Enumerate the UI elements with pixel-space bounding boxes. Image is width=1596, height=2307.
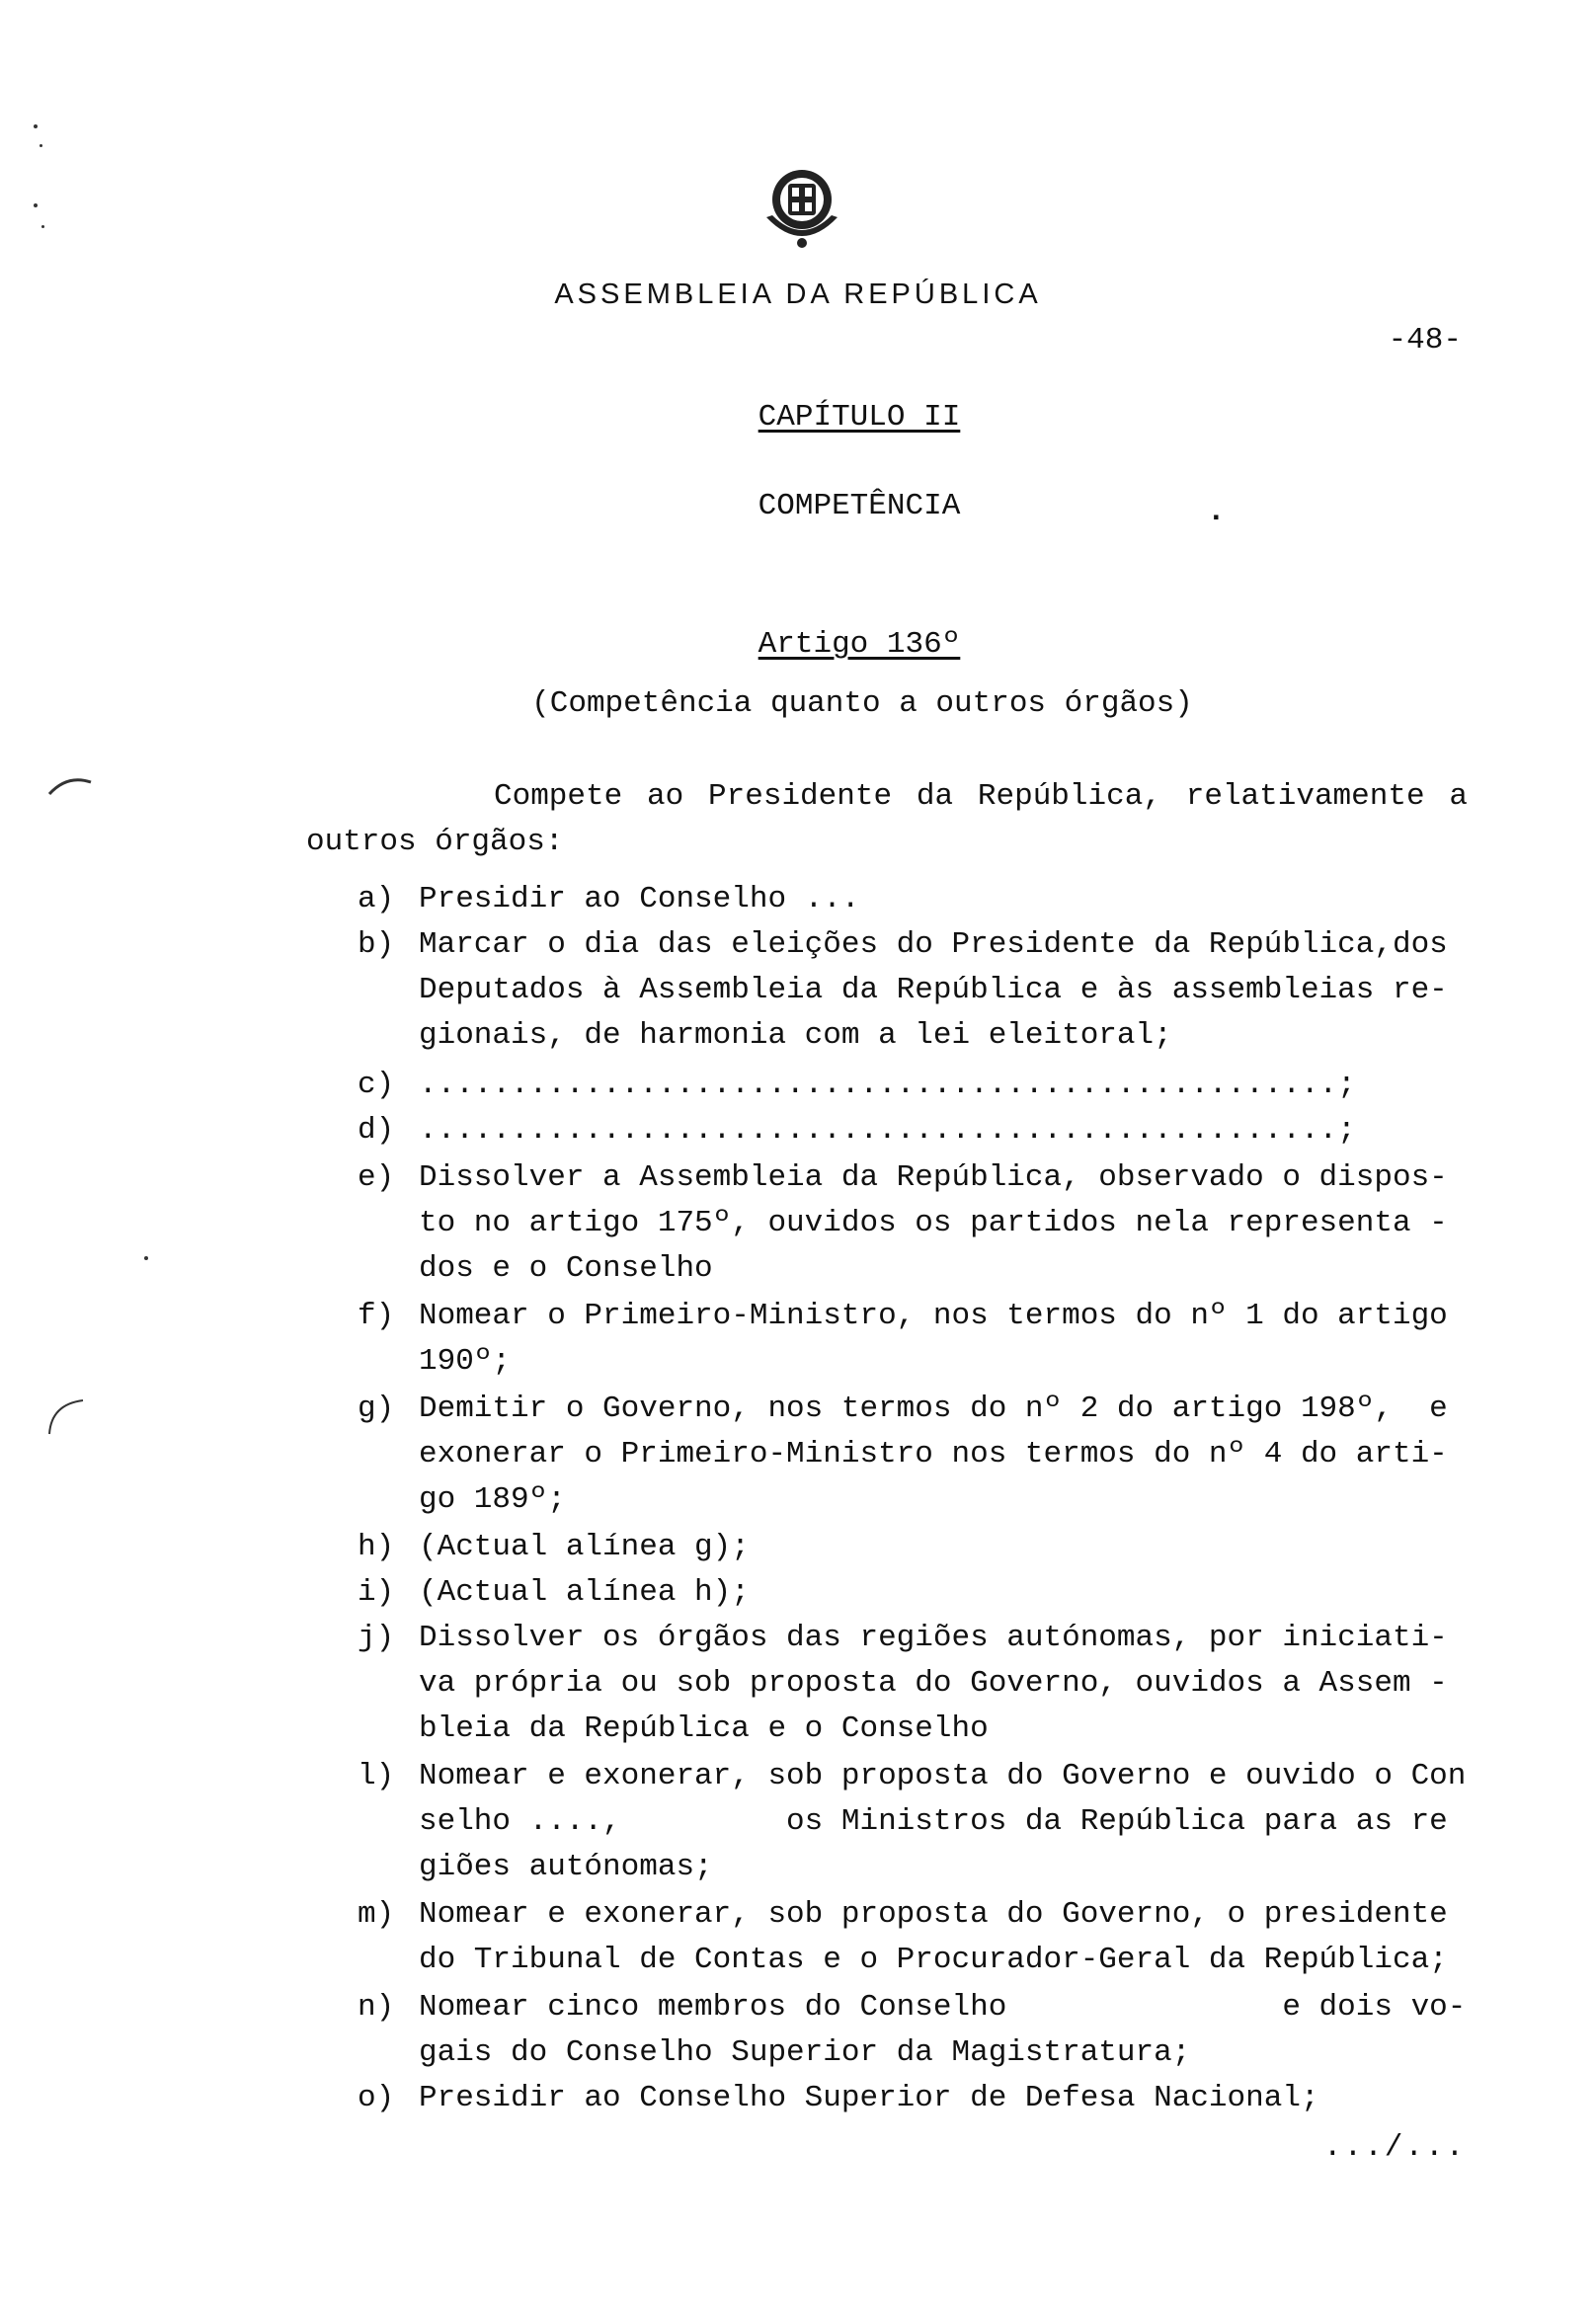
stray-mark: . <box>1207 495 1226 529</box>
item-line: Presidir ao Conselho Superior de Defesa Nacional; <box>419 2081 1319 2115</box>
item-letter: a) <box>358 882 395 916</box>
item-line: selho ...., os Ministros da República para as re <box>419 1804 1448 1839</box>
article-subtitle: (Competência quanto a outros órgãos) <box>531 686 1193 721</box>
item-line: Dissolver a Assembleia da República, observado o dispos- <box>419 1160 1448 1195</box>
item-line: bleia da República e o Conselho <box>419 1711 989 1746</box>
item-letter: i) <box>358 1575 395 1610</box>
coat-of-arms-icon <box>753 158 851 257</box>
margin-mark <box>43 1391 93 1440</box>
item-letter: e) <box>358 1160 395 1195</box>
item-letter: b) <box>358 927 395 962</box>
item-line: Nomear e exonerar, sob proposta do Governo, o presidente <box>419 1897 1448 1932</box>
item-letter: j) <box>358 1621 395 1655</box>
item-letter: m) <box>358 1897 395 1932</box>
item-line: go 189º; <box>419 1482 566 1517</box>
item-letter: n) <box>358 1990 395 2025</box>
item-line: gais do Conselho Superior da Magistratura; <box>419 2035 1191 2070</box>
item-line: ..................................................; <box>419 1113 1356 1148</box>
item-letter: l) <box>358 1759 395 1793</box>
intro-paragraph <box>306 774 1468 865</box>
item-line: Presidir ao Conselho ... <box>419 882 860 916</box>
item-line: giões autónomas; <box>419 1850 713 1884</box>
scan-speck <box>144 1256 148 1260</box>
scan-speck <box>34 203 38 207</box>
item-letter: o) <box>358 2081 395 2115</box>
item-line: Deputados à Assembleia da República e às assembleias re- <box>419 973 1448 1007</box>
continuation-mark: .../... <box>1323 2130 1467 2165</box>
scan-speck <box>41 225 44 228</box>
item-letter: d) <box>358 1113 395 1148</box>
article-title <box>0 622 1596 668</box>
item-line: ..................................................; <box>419 1068 1356 1102</box>
scan-speck <box>40 144 42 147</box>
item-letter: c) <box>358 1068 395 1102</box>
item-line: Nomear e exonerar, sob proposta do Governo e ouvido o Con <box>419 1759 1467 1793</box>
item-letter: f) <box>358 1299 395 1333</box>
item-line: va própria ou sob proposta do Governo, ouvidos a Assem - <box>419 1666 1448 1701</box>
item-line: to no artigo 175º, ouvidos os partidos nela representa - <box>419 1206 1448 1240</box>
intro-line-1: Compete ao Presidente da República, relativamente a <box>494 779 1468 814</box>
scan-speck <box>34 124 38 128</box>
section-title: COMPETÊNCIA <box>758 489 961 523</box>
item-line: Marcar o dia das eleições do Presidente da República,dos <box>419 927 1448 962</box>
item-line: 190º; <box>419 1344 512 1379</box>
margin-mark <box>47 770 97 800</box>
item-line: Nomear o Primeiro-Ministro, nos termos do nº 1 do artigo <box>419 1299 1448 1333</box>
item-line: Demitir o Governo, nos termos do nº 2 do artigo 198º, e <box>419 1392 1448 1426</box>
item-line: exonerar o Primeiro-Ministro nos termos do nº 4 do arti- <box>419 1437 1448 1472</box>
chapter-title-text: CAPÍTULO II <box>758 400 961 435</box>
chapter-title <box>0 395 1596 440</box>
header-title: ASSEMBLEIA DA REPÚBLICA <box>554 278 1042 310</box>
item-letter: h) <box>358 1530 395 1564</box>
item-line: dos e o Conselho <box>419 1251 713 1286</box>
item-line: (Actual alínea g); <box>419 1530 750 1564</box>
item-line: do Tribunal de Contas e o Procurador-Geral da República; <box>419 1943 1448 1977</box>
article-title-text: Artigo 136º <box>758 627 961 662</box>
intro-line-2: outros órgãos: <box>306 825 564 859</box>
item-line: Dissolver os órgãos das regiões autónomas, por iniciati- <box>419 1621 1448 1655</box>
item-line: gionais, de harmonia com a lei eleitoral; <box>419 1018 1172 1053</box>
item-letter: g) <box>358 1392 395 1426</box>
item-line: Nomear cinco membros do Conselho e dois vo- <box>419 1990 1467 2025</box>
page-number: -48- <box>1388 323 1462 358</box>
item-line: (Actual alínea h); <box>419 1575 750 1610</box>
